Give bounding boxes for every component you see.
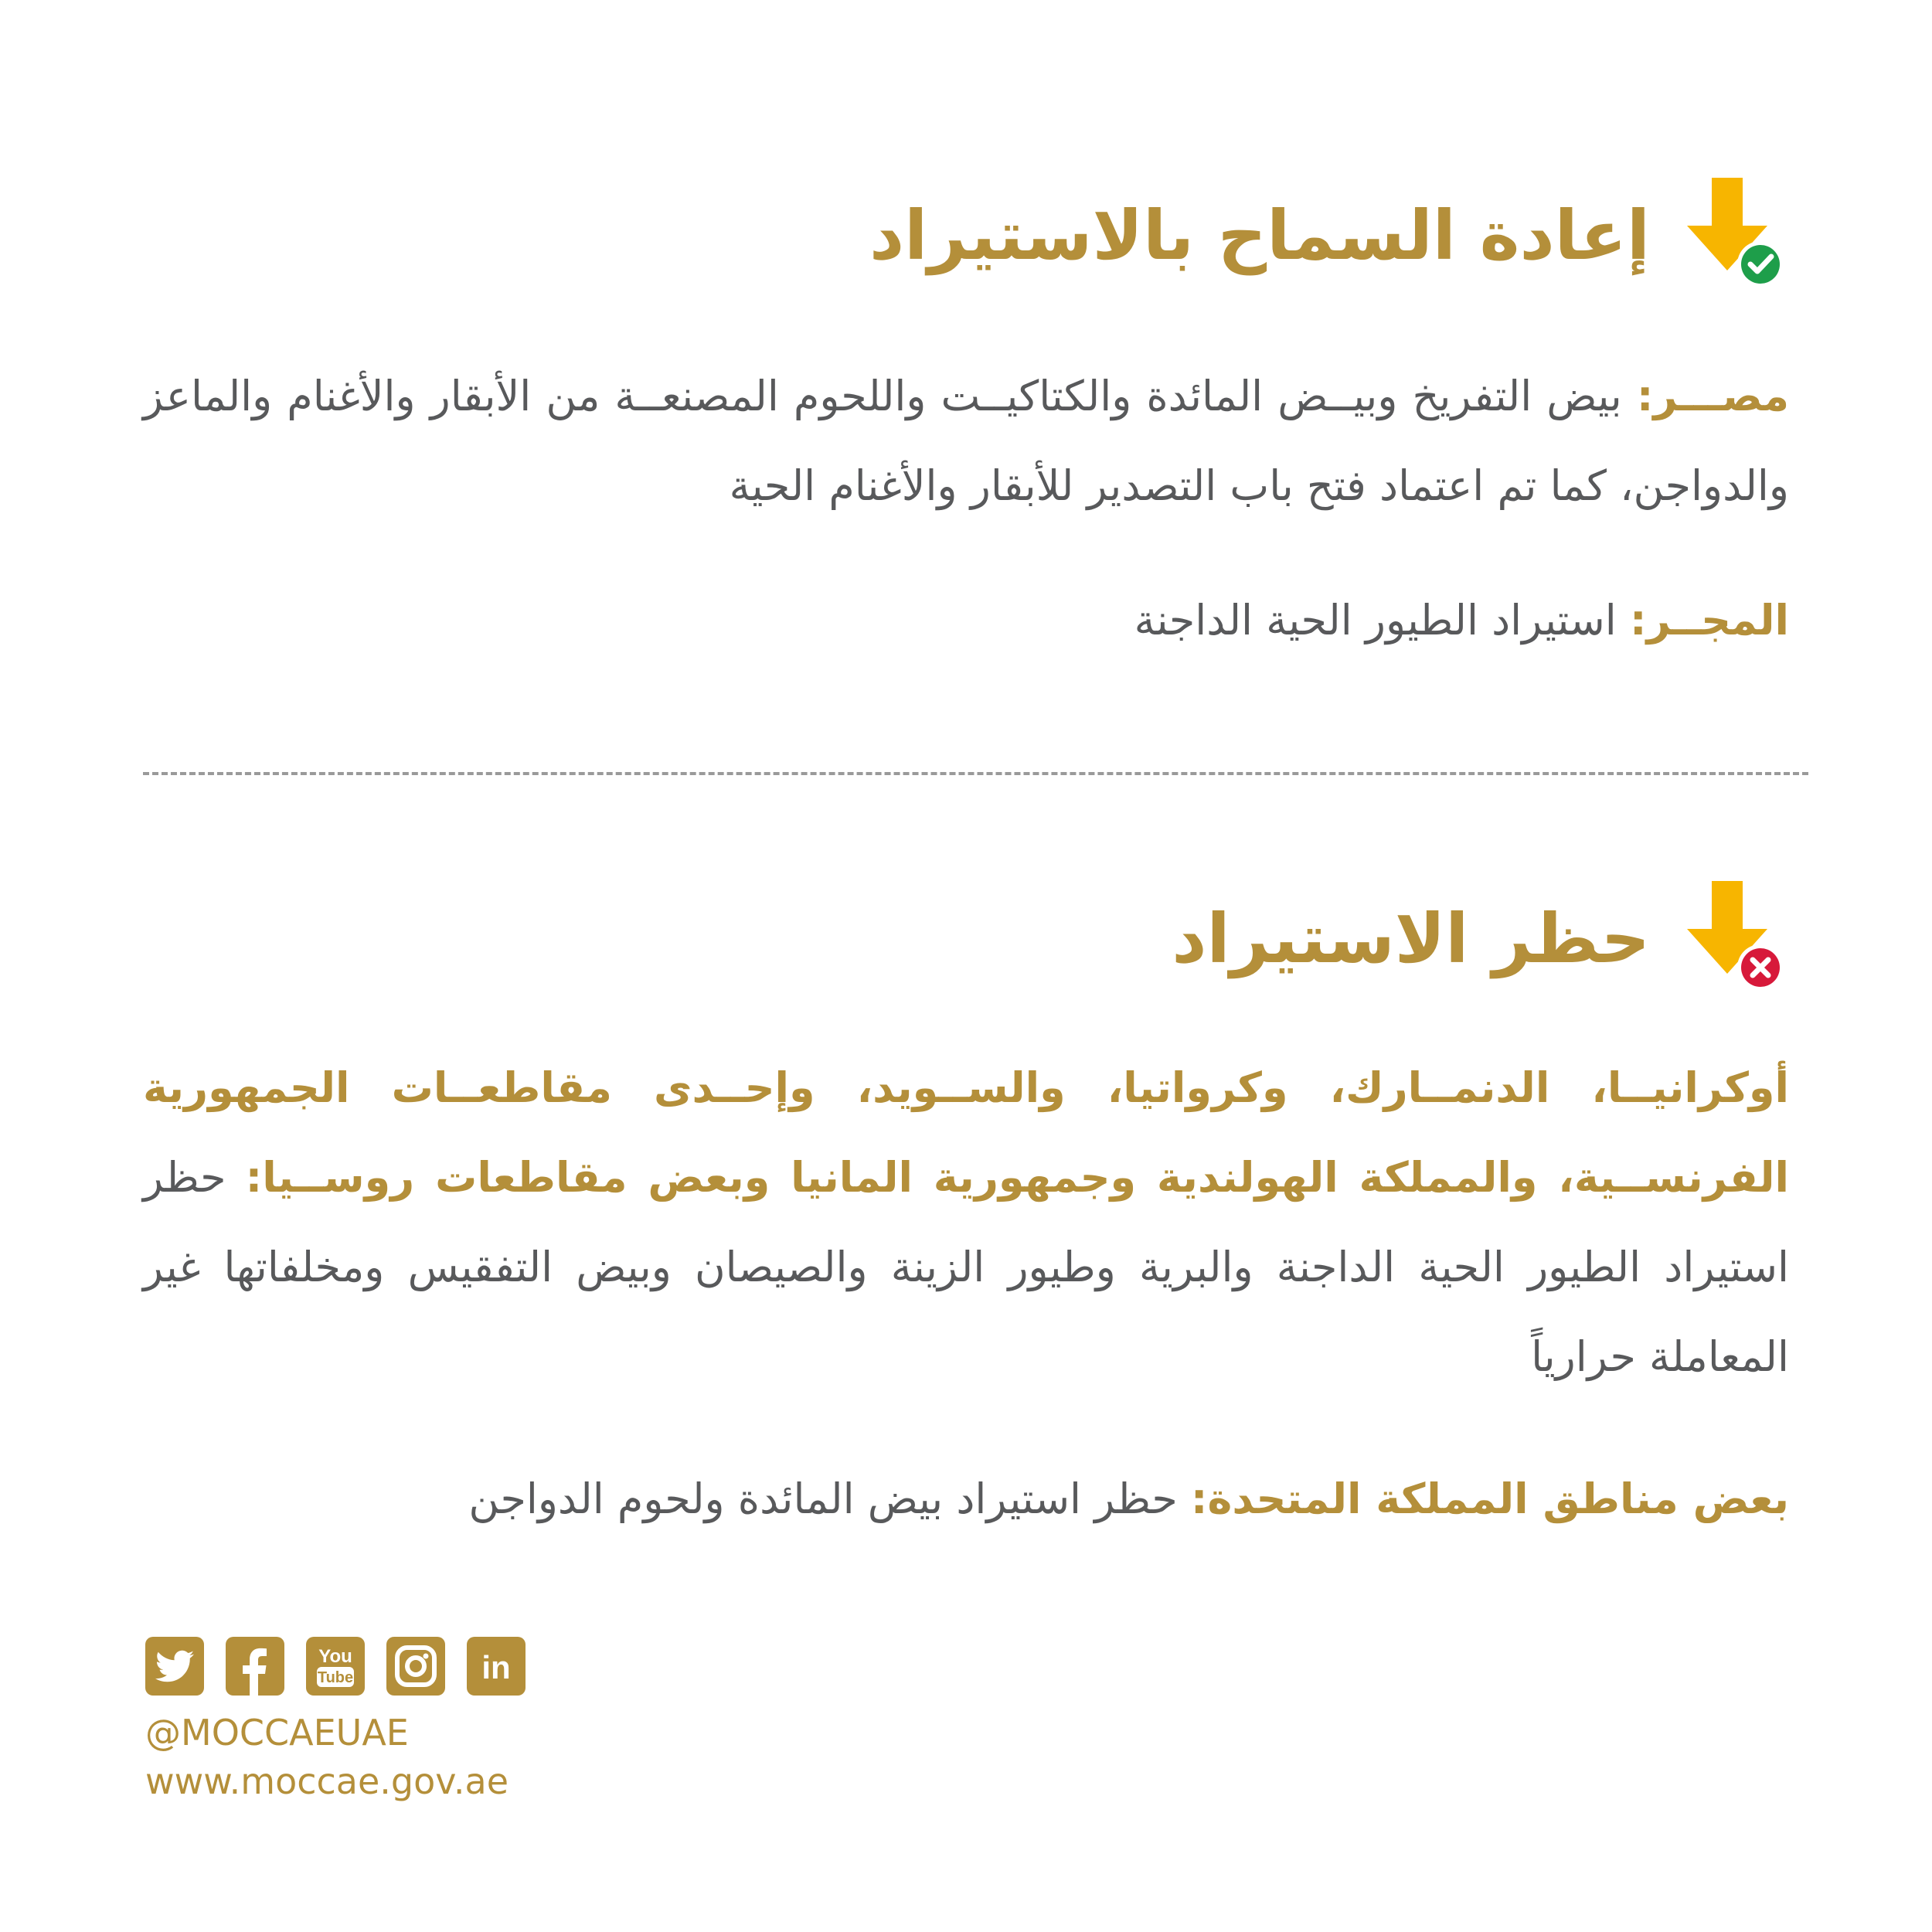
hungary-text: استيراد الطيور الحية الداجنة bbox=[1134, 596, 1617, 645]
banned-heading bbox=[1172, 881, 1789, 997]
instagram-icon[interactable] bbox=[386, 1637, 445, 1696]
svg-text:Tube: Tube bbox=[317, 1669, 354, 1686]
facebook-icon[interactable] bbox=[226, 1637, 284, 1696]
svg-text:in: in bbox=[481, 1649, 511, 1685]
banned-countries-text: حظر استيراد الطيور الحية الداجنة والبرية وطيور الزينة والصيصان وبيض التفقيس ومخلفاتها غير المعاملة حرارياً bbox=[143, 1153, 1789, 1381]
uk-text: حظر استيراد بيض المائدة ولحوم الدواجن bbox=[468, 1475, 1178, 1523]
allowed-heading bbox=[869, 178, 1789, 294]
section-divider bbox=[143, 772, 1808, 775]
egypt-text: بيض التفريخ وبيــض المائدة والكتاكيــت واللحوم المصنعــة من الأبقار والأغنام والماعز والدواجن، كما تم اعتماد فتح باب التصدير للأبقار والأغنام الحية bbox=[143, 372, 1789, 510]
allowed-title: إعادة السماح بالاستيراد bbox=[869, 196, 1650, 275]
hungary-paragraph bbox=[143, 576, 1789, 665]
hungary-label: المجــر: bbox=[1629, 596, 1789, 645]
import-allowed-icon bbox=[1681, 178, 1789, 294]
banned-countries-paragraph bbox=[143, 1043, 1789, 1402]
uk-paragraph bbox=[143, 1454, 1789, 1544]
website-link[interactable]: www.moccae.gov.ae bbox=[145, 1760, 509, 1802]
banned-countries-list: أوكرانيــا، الدنمــارك، وكرواتيا، والســويد، وإحــدى مقاطعــات الجمهورية الفرنســية، والمملكة الهولندية وجمهورية المانيا وبعض مقاطعات روســيا: bbox=[143, 1063, 1789, 1202]
social-links bbox=[145, 1637, 526, 1696]
youtube-icon[interactable] bbox=[306, 1637, 365, 1696]
twitter-icon[interactable] bbox=[145, 1637, 204, 1696]
egypt-paragraph bbox=[143, 352, 1789, 531]
import-banned-icon bbox=[1681, 881, 1789, 997]
egypt-label: مصـــر: bbox=[1636, 372, 1790, 420]
svg-text:You: You bbox=[318, 1646, 352, 1667]
uk-label: بعض مناطق المملكة المتحدة: bbox=[1190, 1475, 1789, 1523]
linkedin-icon[interactable] bbox=[467, 1637, 526, 1696]
social-handle[interactable]: @MOCCAEUAE bbox=[145, 1712, 409, 1753]
banned-title: حظر الاستيراد bbox=[1172, 899, 1650, 978]
